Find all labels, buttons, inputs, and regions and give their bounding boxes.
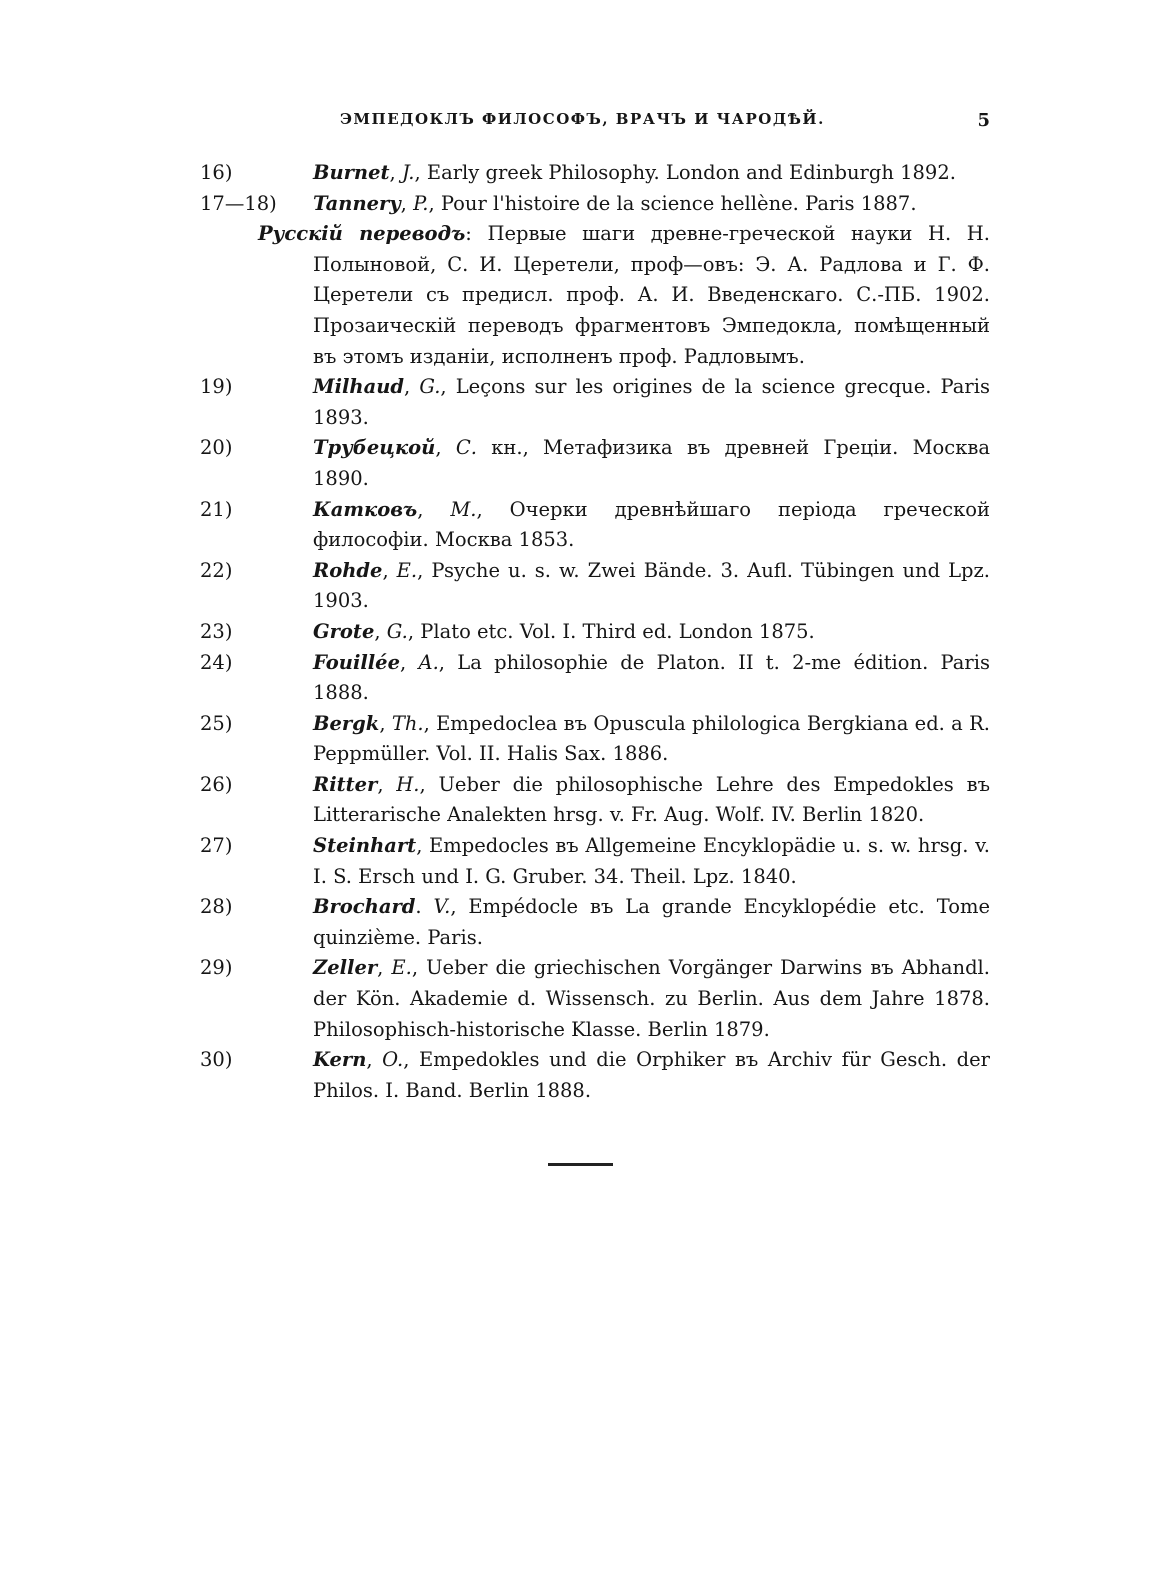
ref-author: Fouillée: [313, 650, 400, 674]
reference-21: 21) Катковъ, М., Очерки древнѣйшаго періода греческой философіи. Москва 1853.: [200, 495, 990, 556]
ref-text: , Empédocle въ La grande Encyklopédie etc. Tome quinzième. Paris.: [313, 895, 990, 949]
ref-initials: A.: [418, 650, 439, 674]
ref-initials: М.: [450, 497, 477, 521]
ref-text: , Leçons sur les origines de la science grecque. Paris 1893.: [313, 375, 990, 429]
ref-text: , Empedocles въ Allgemeine Encyklopädie u. s. w. hrsg. v. I. S. Ersch und I. G. Gruber. 34. Theil. Lpz. 1840.: [313, 834, 990, 888]
ref-number: 30): [200, 1048, 233, 1072]
ref-initials: E.: [396, 558, 418, 582]
ref-author: Ritter: [313, 772, 378, 796]
ref-number: 29): [200, 956, 233, 980]
reference-22: 22) Rohde, E., Psyche u. s. w. Zwei Bände. 3. Aufl. Tübingen und Lpz. 1903.: [200, 556, 990, 617]
reference-29: 29) Zeller, E., Ueber die griechischen Vorgänger Darwins въ Abhandl. der Kön. Akademie d. Wissensch. zu Berlin. Aus dem Jahre 1878. Philosophisch-historische Klasse. Berlin 1879.: [200, 953, 990, 1045]
reference-20: 20) Трубецкой, С. кн., Метафизика въ древней Греціи. Москва 1890.: [200, 433, 990, 494]
ref-text: кн., Метафизика въ древней Греціи. Москва 1890.: [313, 436, 990, 490]
ref-author: Brochard: [313, 895, 416, 919]
ref-initials: P.: [413, 191, 429, 215]
ref-initials: G.: [386, 619, 408, 643]
reference-17-18: 17—18) Tannery, P., Pour l'histoire de la science hellène. Paris 1887.: [200, 189, 990, 220]
ref-number: 22): [200, 558, 233, 582]
ref-author: Катковъ: [313, 497, 418, 521]
ref-text: , Empedoclea въ Opuscula philologica Bergkiana ed. a R. Peppmüller. Vol. II. Halis Sax. 1886.: [313, 711, 990, 766]
ref-author: Rohde: [313, 558, 383, 582]
ref-number: 27): [200, 834, 233, 858]
reference-26: 26) Ritter, H., Ueber die philosophische Lehre des Empedokles въ Litterarische Analekten hrsg. v. Fr. Aug. Wolf. IV. Berlin 1820.: [200, 770, 990, 831]
ref-author: Grote: [313, 619, 375, 643]
page-header: [200, 110, 990, 140]
ref-initials: J.: [401, 161, 415, 184]
ref-number: 23): [200, 619, 233, 643]
reference-19: 19) Milhaud, G., Leçons sur les origines de la science grecque. Paris 1893.: [200, 372, 990, 433]
running-head: ЭМПЕДОКЛЪ ФИЛОСОФЪ, ВРАЧЪ И ЧАРОДѢЙ.: [340, 110, 825, 128]
translation-note: [200, 219, 990, 372]
reference-24: 24) Fouillée, A., La philosophie de Platon. II t. 2-me édition. Paris 1888.: [200, 648, 990, 709]
ref-initials: H.: [396, 772, 420, 796]
reference-list: [200, 158, 990, 1106]
ref-initials: G.: [419, 375, 441, 399]
reference-16: 16) Burnet, J., Early greek Philosophy. London and Edinburgh 1892.: [200, 158, 990, 189]
ref-text: , Early greek Philosophy. London and Edinburgh 1892.: [414, 161, 956, 184]
ref-number: 19): [200, 375, 233, 399]
reference-28: 28) Brochard. V., Empédocle въ La grande Encyklopédie etc. Tome quinzième. Paris.: [200, 892, 990, 953]
ref-number: 26): [200, 772, 233, 796]
translation-label: Русскій переводъ: [258, 222, 466, 246]
ref-number: 21): [200, 497, 233, 521]
ref-number: 28): [200, 895, 233, 919]
ref-number: 16): [200, 161, 233, 184]
translation-text: : Первые шаги древне-греческой науки Н. Н. Полыновой, С. И. Церетели, проф—овъ: Э. А. Радлова и Г. Ф. Церетели съ предисл. проф. А. И. Введенскаго. С.-ПБ. 1902. Прозаическій переводъ фрагментовъ Эмпедокла, помѣщенный въ этомъ изданіи, исполненъ проф. Радловымъ.: [313, 222, 990, 368]
closing-rule: [548, 1163, 613, 1166]
page-number: 5: [977, 110, 990, 131]
ref-text: , Ueber die griechischen Vorgänger Darwins въ Abhandl. der Kön. Akademie d. Wissensch. zu Berlin. Aus dem Jahre 1878. Philosophisch-historische Klasse. Berlin 1879.: [313, 956, 990, 1041]
ref-number: 24): [200, 650, 233, 674]
ref-author: Steinhart: [313, 834, 417, 858]
ref-text: , Ueber die philosophische Lehre des Empedokles въ Litterarische Analekten hrsg. v. Fr. Aug. Wolf. IV. Berlin 1820.: [313, 772, 990, 827]
ref-initials: E.: [391, 956, 412, 980]
ref-text: , Psyche u. s. w. Zwei Bände. 3. Aufl. Tübingen und Lpz. 1903.: [313, 558, 990, 613]
ref-initials: V.: [433, 895, 451, 919]
ref-text: , Empedokles und die Orphiker въ Archiv für Gesch. der Philos. I. Band. Berlin 1888.: [313, 1048, 990, 1102]
ref-text: , Plato etc. Vol. I. Third ed. London 1875.: [407, 619, 815, 643]
reference-30: 30) Kern, O., Empedokles und die Orphiker въ Archiv für Gesch. der Philos. I. Band. Berlin 1888.: [200, 1045, 990, 1106]
ref-number: 17—18): [200, 191, 277, 215]
ref-author: Milhaud: [313, 375, 405, 399]
ref-number: 20): [200, 436, 233, 460]
ref-initials: Th.: [391, 711, 424, 735]
reference-23: 23) Grote, G., Plato etc. Vol. I. Third ed. London 1875.: [200, 617, 990, 648]
ref-author: Zeller: [313, 956, 378, 980]
ref-initials: O.: [382, 1048, 404, 1072]
reference-27: [200, 831, 990, 892]
ref-author: Bergk: [313, 711, 380, 735]
reference-25: 25) Bergk, Th., Empedoclea въ Opuscula philologica Bergkiana ed. a R. Peppmüller. Vol. II. Halis Sax. 1886.: [200, 709, 990, 770]
ref-initials: С.: [455, 436, 477, 460]
ref-author: Tannery: [313, 191, 401, 215]
ref-author: Трубецкой: [313, 436, 436, 460]
ref-text: , Pour l'histoire de la science hellène. Paris 1887.: [428, 191, 917, 215]
ref-text: , Очерки древнѣйшаго періода греческой философіи. Москва 1853.: [313, 497, 990, 552]
ref-author: Kern: [313, 1048, 367, 1072]
ref-text: , La philosophie de Platon. II t. 2-me édition. Paris 1888.: [313, 650, 990, 705]
ref-number: 25): [200, 711, 233, 735]
ref-author: Burnet: [313, 161, 390, 184]
